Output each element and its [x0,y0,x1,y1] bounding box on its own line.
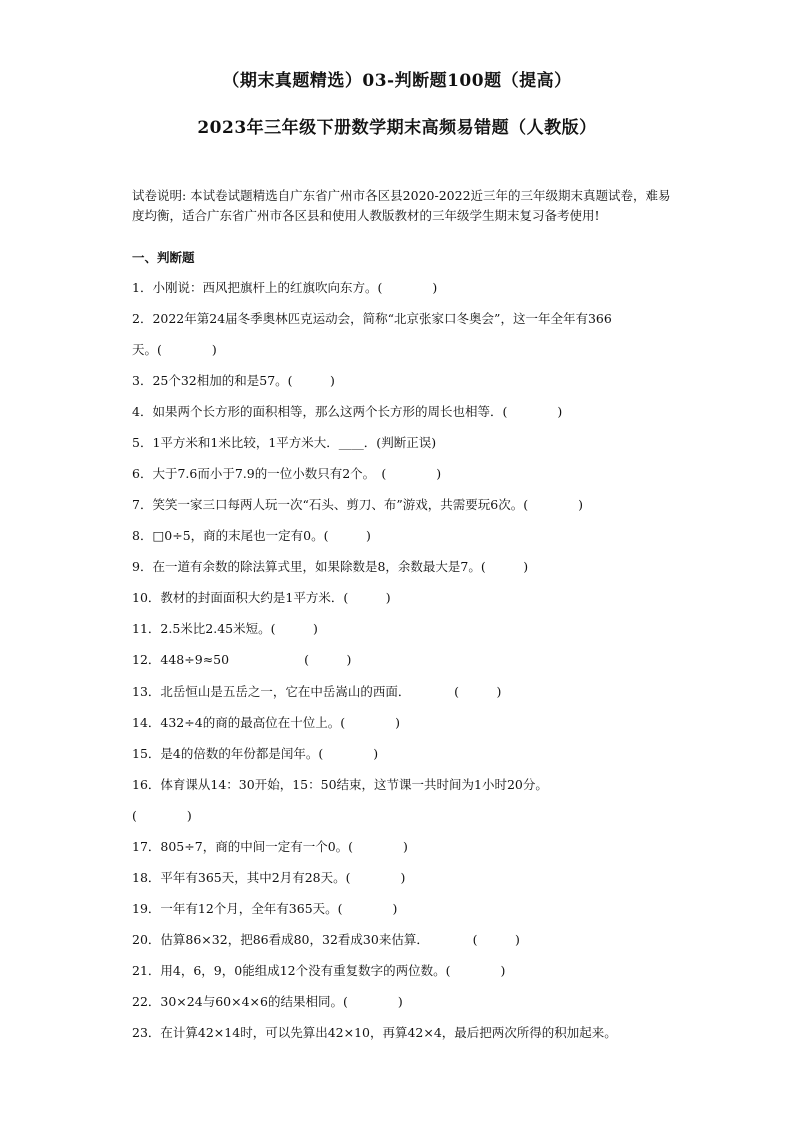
question-16: 16．体育课从14：30开始，15：50结束，这节课一共时间为1小时20分。 [132,777,548,792]
question-10: 10．教材的封面面积大约是1平方米．( ) [132,590,391,605]
question-20: 20．估算86×32，把86看成80，32看成30来估算． ( ) [132,932,520,947]
question-19: 19．一年有12个月，全年有365天。( ) [132,901,398,916]
exam-instructions: 试卷说明: 本试卷试题精选自广东省广州市各区县2020-2022近三年的三年级期末真题试卷，难易度均衡，适合广东省广州市各区县和使用人教版教材的三年级学生期末复习备考使用! [132,188,671,223]
question-17: 17．805÷7，商的中间一定有一个0。( ) [132,839,408,854]
question-22: 22．30×24与60×4×6的结果相同。( ) [132,994,403,1009]
question-1: 1．小刚说：西风把旗杆上的红旗吹向东方。( ) [132,280,438,295]
question-7: 7．笑笑一家三口每两人玩一次“石头、剪刀、布”游戏，共需要玩6次。( ) [132,497,583,512]
question-2: 2．2022年第24届冬季奥林匹克运动会，简称“北京张家口冬奥会”，这一年全年有366 [132,311,612,326]
question-23: 23．在计算42×14时，可以先算出42×10，再算42×4，最后把两次所得的积加起来。 [132,1025,617,1040]
question-3: 3．25个32相加的和是57。( ) [132,373,335,388]
question-21: 21．用4，6，9，0能组成12个没有重复数字的两位数。( ) [132,963,506,978]
question-6: 6．大于7.6而小于7.9的一位小数只有2个。 ( ) [132,466,442,481]
question-5: 5．1平方米和1米比较，1平方米大．____．(判断正误) [132,435,437,450]
question-15: 15．是4的倍数的年份都是闰年。( ) [132,746,379,761]
title-line-1: （期末真题精选）03-判断题100题（提高） [222,71,572,91]
question-18: 18．平年有365天，其中2月有28天。( ) [132,870,406,885]
question-11: 11．2.5米比2.45米短。( ) [132,621,318,636]
question-14: 14．432÷4的商的最高位在十位上。( ) [132,715,400,730]
question-4: 4．如果两个长方形的面积相等，那么这两个长方形的周长也相等．( ) [132,404,563,419]
question-16-cont: ( ) [132,808,192,823]
question-12: 12．448÷9≈50 ( ) [132,652,352,667]
section-heading: 一、判断题 [132,250,195,265]
question-9: 9．在一道有余数的除法算式里，如果除数是8，余数最大是7。( ) [132,559,529,574]
question-2-cont: 天。( ) [132,342,217,357]
title-line-2: 2023年三年级下册数学期末高频易错题（人教版） [197,118,597,138]
question-8: 8．□0÷5，商的末尾也一定有0。( ) [132,528,371,543]
question-13: 13．北岳恒山是五岳之一，它在中岳嵩山的西面． ( ) [132,684,502,699]
